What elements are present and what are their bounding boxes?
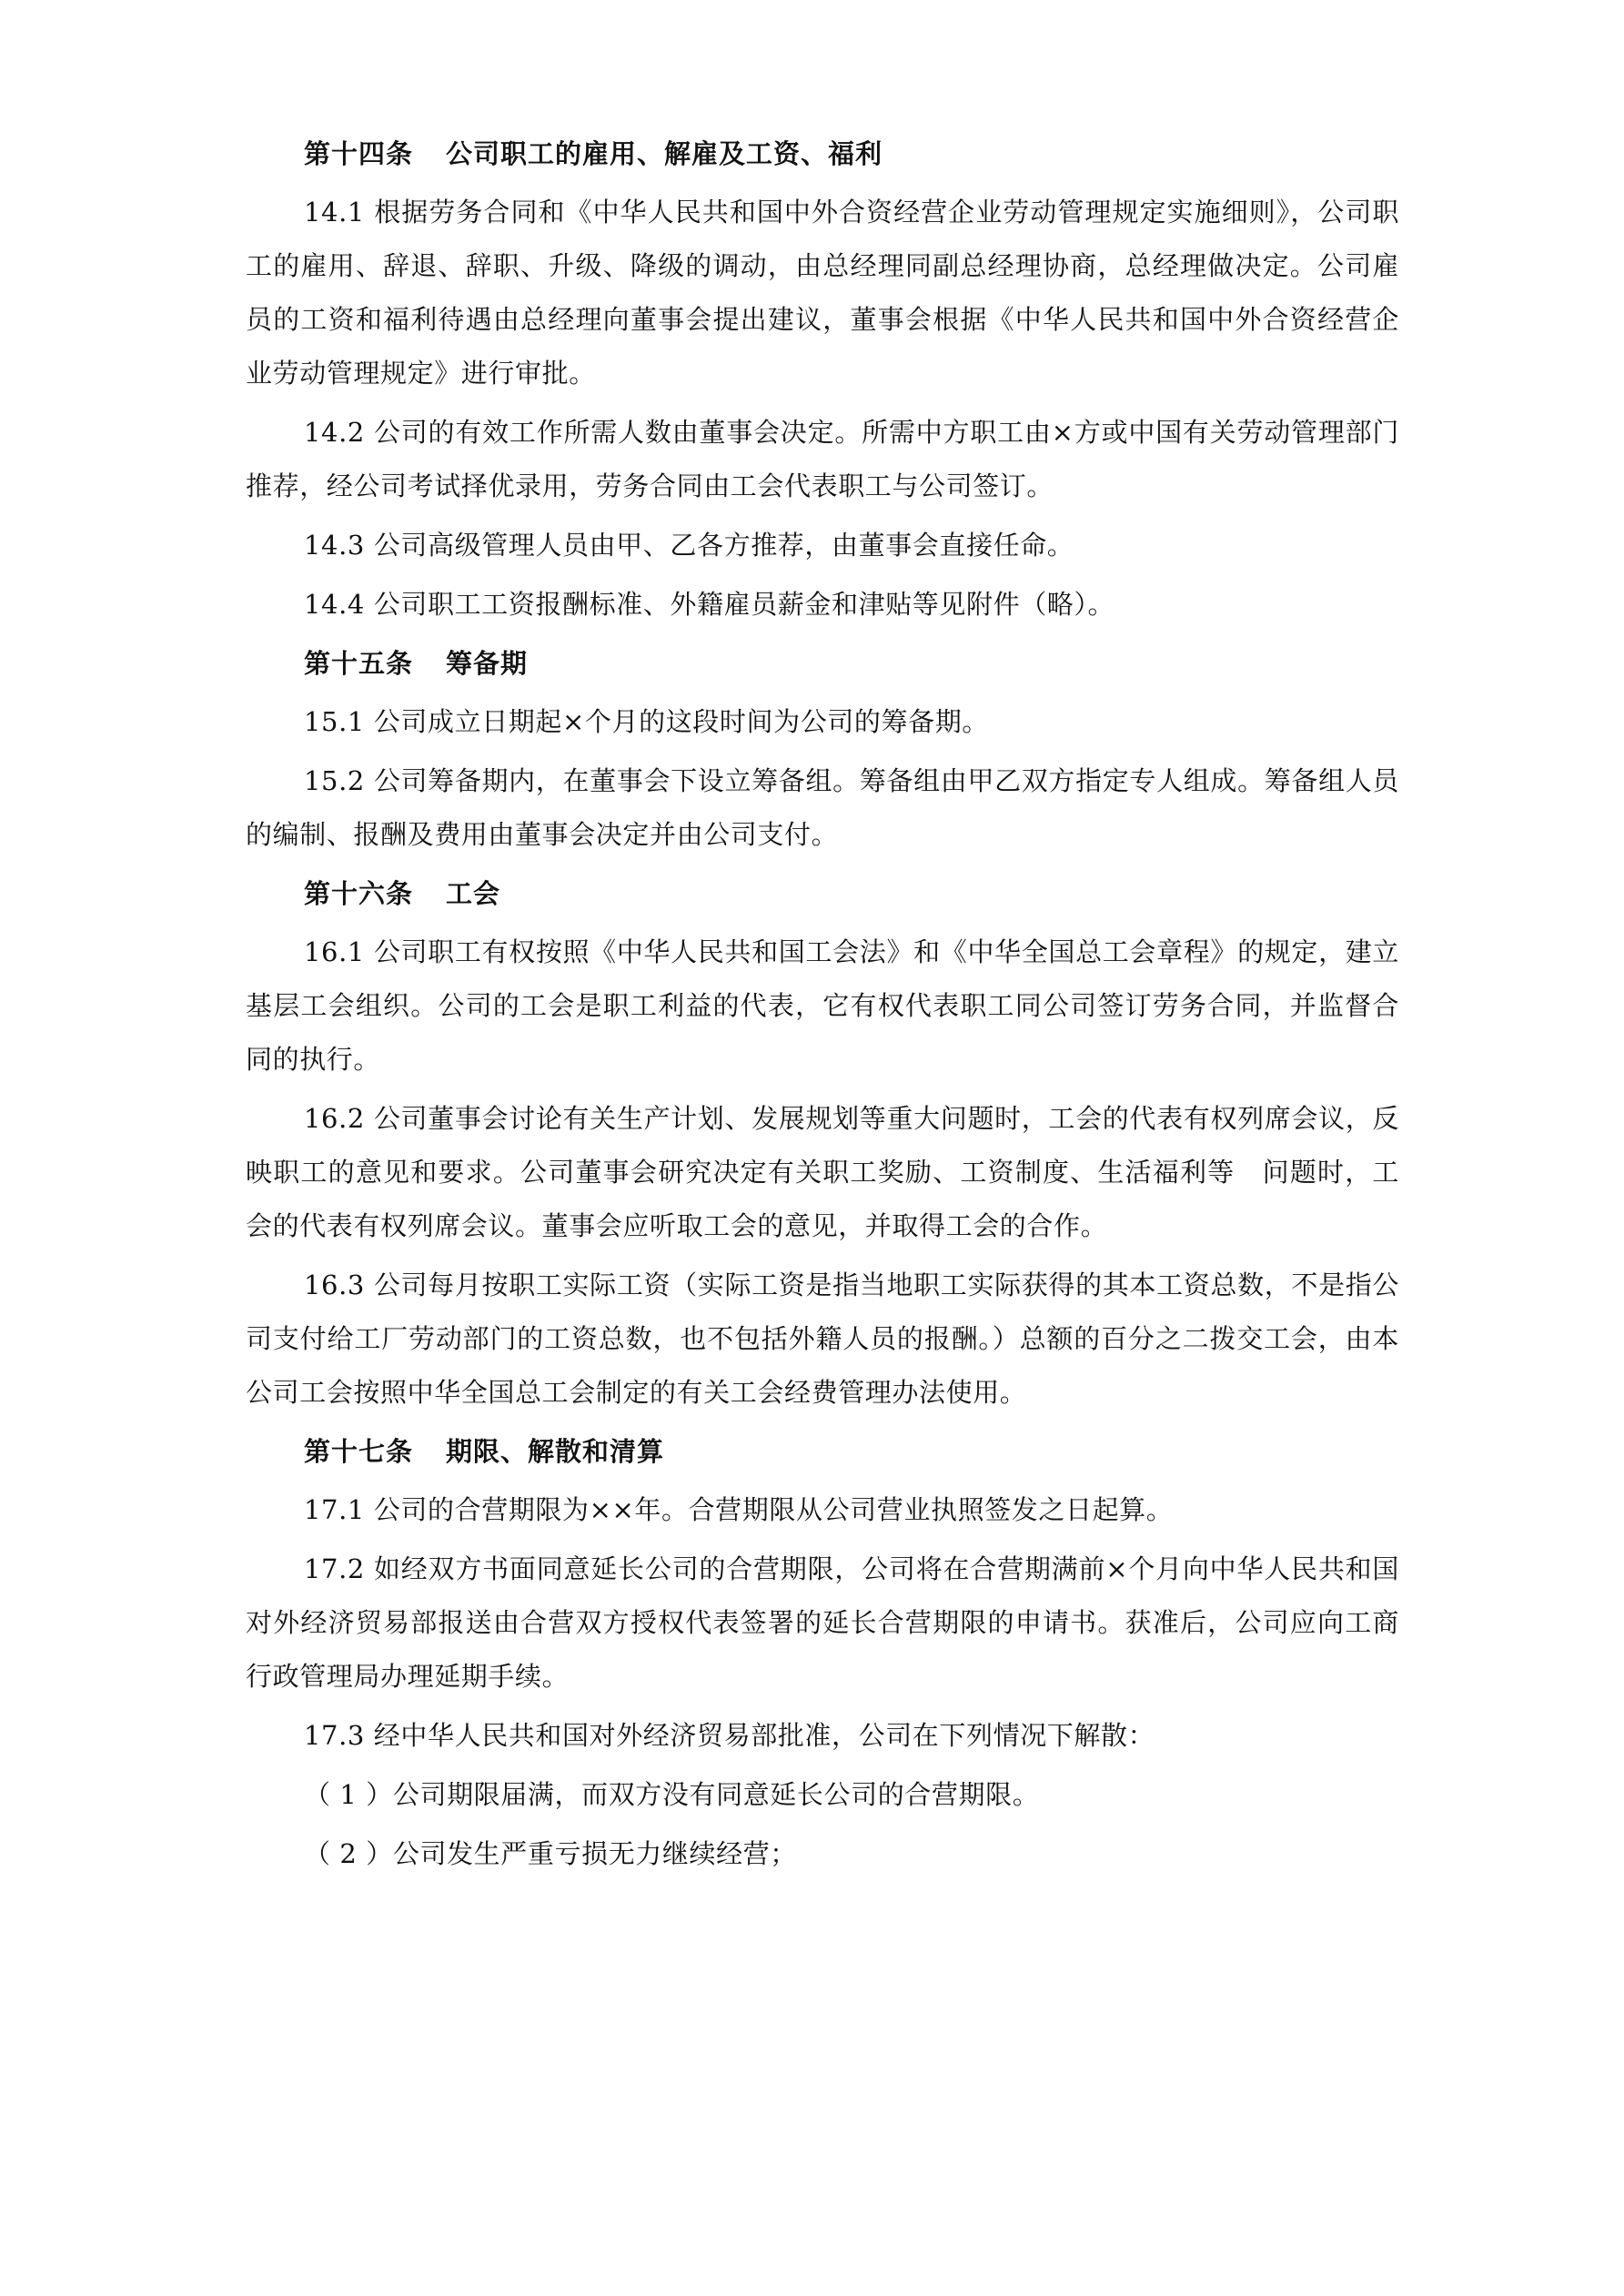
paragraph-16-1: 16.1 公司职工有权按照《中华人民共和国工会法》和《中华全国总工会章程》的规定，建立基层工会组织。公司的工会是职工利益的代表，它有权代表职工同公司签订劳务合同，并监督合同的执行。	[246, 936, 1399, 1075]
article-17-heading	[246, 1425, 1399, 1478]
article-number: 第十四条	[304, 138, 414, 169]
article-number: 第十七条	[304, 1436, 414, 1467]
article-15-heading	[246, 637, 1399, 690]
article-14-heading	[246, 127, 1399, 180]
article-title: 筹备期	[446, 648, 529, 679]
paragraph-17-1: 17.1 公司的合营期限为××年。合营期限从公司营业执照签发之日起算。	[304, 1494, 1174, 1525]
article-title: 工会	[446, 878, 501, 909]
article-16-heading	[246, 867, 1399, 920]
article-title: 期限、解散和清算	[446, 1436, 665, 1467]
paragraph-15-2: 15.2 公司筹备期内，在董事会下设立筹备组。筹备组由甲乙双方指定专人组成。筹备组人员的编制、报酬及费用由董事会决定并由公司支付。	[246, 765, 1399, 850]
paragraph-14-3: 14.3 公司高级管理人员由甲、乙各方推荐，由董事会直接任命。	[304, 530, 1074, 561]
article-title: 公司职工的雇用、解雇及工资、福利	[446, 138, 883, 169]
paragraph-14-4: 14.4 公司职工工资报酬标准、外籍雇员薪金和津贴等见附件（略）。	[304, 589, 1115, 620]
paragraph-17-3: 17.3 经中华人民共和国对外经济贸易部批准，公司在下列情况下解散：	[304, 1720, 1155, 1751]
document-page	[246, 127, 1399, 1886]
paragraph-14-1: 14.1 根据劳务合同和《中华人民共和国中外合资经营企业劳动管理规定实施细则》，公司职工的雇用、辞退、辞职、升级、降级的调动，由总经理同副总经理协商，总经理做决定。公司雇员的工资和福利待遇由总经理向董事会提出建议，董事会根据《中华人民共和国中外合资经营企业劳动管理规定》进行审批。	[246, 197, 1399, 389]
list-item-1: （ 1 ）公司期限届满，而双方没有同意延长公司的合营期限。	[304, 1779, 1040, 1810]
article-number: 第十五条	[304, 648, 414, 679]
paragraph-16-2: 16.2 公司董事会讨论有关生产计划、发展规划等重大问题时，工会的代表有权列席会议，反映职工的意见和要求。公司董事会研究决定有关职工奖励、工资制度、生活福利等 问题时，工会的代表有权列席会议。董事会应听取工会的意见，并取得工会的合作。	[246, 1103, 1399, 1241]
paragraph-15-1: 15.1 公司成立日期起×个月的这段时间为公司的筹备期。	[304, 706, 989, 737]
article-number: 第十六条	[304, 878, 414, 909]
paragraph-14-2: 14.2 公司的有效工作所需人数由董事会决定。所需中方职工由×方或中国有关劳动管理部门推荐，经公司考试择优录用，劳务合同由工会代表职工与公司签订。	[246, 417, 1399, 501]
paragraph-17-2: 17.2 如经双方书面同意延长公司的合营期限，公司将在合营期满前×个月向中华人民共和国对外经济贸易部报送由合营双方授权代表签署的延长合营期限的申请书。获准后，公司应向工商行政管理局办理延期手续。	[246, 1553, 1399, 1692]
list-item-2: （ 2 ）公司发生严重亏损无力继续经营；	[304, 1838, 797, 1869]
paragraph-16-3: 16.3 公司每月按职工实际工资（实际工资是指当地职工实际获得的其本工资总数，不是指公司支付给工厂劳动部门的工资总数，也不包括外籍人员的报酬。）总额的百分之二拨交工会，由本公司工会按照中华全国总工会制定的有关工会经费管理办法使用。	[246, 1269, 1399, 1408]
